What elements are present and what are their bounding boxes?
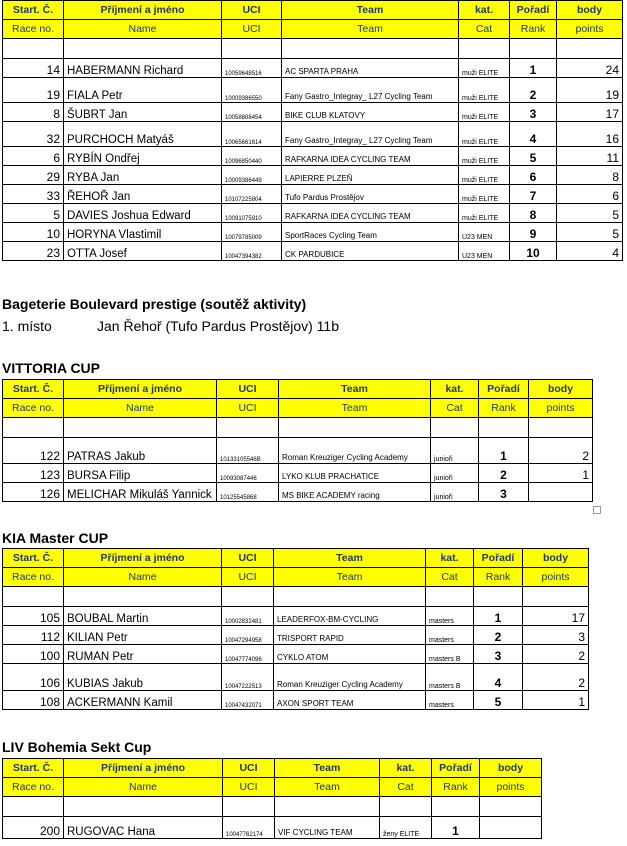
col-start-sub: Race no. [3, 568, 64, 587]
category-cell: masters B [426, 664, 474, 691]
col-points-header: body [523, 549, 589, 568]
team-name-cell: RAFKARNA IDEA CYCLING TEAM [282, 204, 459, 223]
prestige-winner: Jan Řehoř (Tufo Pardus Prostějov) 11b [97, 318, 340, 334]
table-row [3, 817, 542, 839]
uci-id-cell: 10059648516 [222, 59, 282, 78]
table-row [3, 483, 593, 502]
col-name-header: Příjmení a jméno [64, 759, 223, 778]
rank-cell: 6 [510, 166, 557, 185]
category-cell: U23 MEN [459, 242, 510, 261]
uci-id-cell: 10065661614 [222, 122, 282, 147]
rank-cell: 2 [479, 464, 529, 483]
col-rank-header: Pořadí [474, 549, 523, 568]
points-cell: 5 [557, 223, 623, 242]
col-name-sub: Name [64, 399, 217, 418]
table-row [3, 185, 623, 204]
points-cell: 2 [529, 438, 593, 464]
team-name-cell: Roman Kreuziger Cycling Academy [279, 438, 431, 464]
rider-name-cell: OTTA Josef [64, 242, 222, 261]
col-points-sub: points [557, 20, 623, 39]
start-number-cell: 122 [3, 438, 64, 464]
rider-name-cell: MELICHAR Mikuláš Yannick [64, 483, 217, 502]
team-name-cell: Tufo Pardus Prostějov [282, 185, 459, 204]
col-uci-header: UCI [222, 549, 274, 568]
col-start-sub: Race no. [3, 778, 64, 797]
team-name-cell: TRISPORT RAPID [274, 626, 426, 645]
uci-id-cell: 10002832481 [222, 607, 274, 626]
uci-id-cell: 10096850440 [222, 147, 282, 166]
points-cell: 11 [557, 147, 623, 166]
rank-cell: 5 [510, 147, 557, 166]
rank-cell: 1 [474, 607, 523, 626]
rider-name-cell: PURCHOCH Matyáš [64, 122, 222, 147]
points-cell: 6 [557, 185, 623, 204]
col-start-sub: Race no. [3, 20, 64, 39]
uci-id-cell: 10047294958 [222, 626, 274, 645]
points-cell: 5 [557, 204, 623, 223]
rider-name-cell: RYBÍN Ondřej [64, 147, 222, 166]
start-number-cell: 5 [3, 204, 64, 223]
table-row [3, 438, 593, 464]
start-number-cell: 112 [3, 626, 64, 645]
col-cat-header: kat. [459, 1, 510, 20]
table-row [3, 645, 589, 664]
table-row [3, 166, 623, 185]
col-points-header: body [529, 380, 593, 399]
header-row [3, 759, 542, 778]
points-cell: 17 [523, 607, 589, 626]
table-row [3, 122, 623, 147]
col-name-sub: Name [64, 20, 222, 39]
start-number-cell: 108 [3, 691, 64, 710]
liv-table [2, 758, 542, 839]
table-row [3, 103, 623, 122]
rider-name-cell: HABERMANN Richard [64, 59, 222, 78]
uci-id-cell: 10009386550 [222, 78, 282, 103]
rank-cell: 3 [474, 645, 523, 664]
rank-cell: 3 [479, 483, 529, 502]
rider-name-cell: ŘEHOŘ Jan [64, 185, 222, 204]
uci-id-cell: 10047762174 [223, 817, 275, 839]
team-name-cell: MS BIKE ACADEMY racing [279, 483, 431, 502]
col-name-header: Příjmení a jméno [64, 380, 217, 399]
col-team-header: Team [279, 380, 431, 399]
col-team-sub: Team [279, 399, 431, 418]
liv-title: LIV Bohemia Sekt Cup [2, 739, 152, 755]
start-number-cell: 6 [3, 147, 64, 166]
start-number-cell: 10 [3, 223, 64, 242]
col-uci-header: UCI [223, 759, 275, 778]
points-cell: 17 [557, 103, 623, 122]
col-points-sub: points [523, 568, 589, 587]
col-cat-sub: Cat [380, 778, 432, 797]
col-rank-header: Pořadí [479, 380, 529, 399]
points-cell: 1 [529, 464, 593, 483]
points-cell: 24 [557, 59, 623, 78]
kia-title: KIA Master CUP [2, 530, 109, 546]
start-number-cell: 19 [3, 78, 64, 103]
rider-name-cell: BURSA Filip [64, 464, 217, 483]
points-cell: 8 [557, 166, 623, 185]
points-cell: 4 [557, 242, 623, 261]
start-number-cell: 126 [3, 483, 64, 502]
rider-name-cell: PATRAS Jakub [64, 438, 217, 464]
uci-id-cell: 10047394382 [222, 242, 282, 261]
team-name-cell: RAFKARNA IDEA CYCLING TEAM [282, 147, 459, 166]
table-row [3, 607, 589, 626]
col-points-sub: points [480, 778, 542, 797]
subheader-row [3, 20, 623, 39]
category-cell: masters [426, 626, 474, 645]
col-start-header: Start. Č. [3, 549, 64, 568]
category-cell: muži ELITE [459, 166, 510, 185]
rank-cell: 7 [510, 185, 557, 204]
col-uci-sub: UCI [222, 568, 274, 587]
table-resize-handle[interactable] [593, 506, 601, 514]
points-cell: 1 [523, 691, 589, 710]
rider-name-cell: HORYNA Vlastimil [64, 223, 222, 242]
col-name-header: Příjmení a jméno [64, 549, 222, 568]
header-row [3, 549, 589, 568]
rider-name-cell: ŠUBRT Jan [64, 103, 222, 122]
uci-id-cell: 10009386449 [222, 166, 282, 185]
blank-row [3, 587, 589, 607]
col-rank-sub: Rank [474, 568, 523, 587]
rider-name-cell: FIALA Petr [64, 78, 222, 103]
blank-row [3, 418, 593, 438]
subheader-row [3, 778, 542, 797]
col-name-sub: Name [64, 568, 222, 587]
start-number-cell: 8 [3, 103, 64, 122]
category-cell: ženy ELITE [380, 817, 432, 839]
team-name-cell: CYKLO ATOM [274, 645, 426, 664]
rank-cell: 2 [510, 78, 557, 103]
rider-name-cell: RUMAN Petr [64, 645, 222, 664]
main-results-table [2, 0, 623, 261]
table-row [3, 147, 623, 166]
category-cell: junioři [431, 464, 479, 483]
col-points-header: body [480, 759, 542, 778]
team-name-cell: Roman Kreuziger Cycling Academy [274, 664, 426, 691]
team-name-cell: VIF CYCLING TEAM [275, 817, 380, 839]
uci-id-cell: 10125545868 [217, 483, 279, 502]
category-cell: U23 MEN [459, 223, 510, 242]
header-row [3, 380, 593, 399]
points-cell: 2 [523, 664, 589, 691]
col-start-header: Start. Č. [3, 759, 64, 778]
team-name-cell: LYKO KLUB PRACHATICE [279, 464, 431, 483]
points-cell: 16 [557, 122, 623, 147]
table-row [3, 691, 589, 710]
col-name-header: Příjmení a jméno [64, 1, 222, 20]
rider-name-cell: KUBIAS Jakub [64, 664, 222, 691]
col-cat-sub: Cat [431, 399, 479, 418]
start-number-cell: 100 [3, 645, 64, 664]
uci-id-cell: 10093087446 [217, 464, 279, 483]
blank-row [3, 797, 542, 817]
col-uci-sub: UCI [222, 20, 282, 39]
rider-name-cell: ACKERMANN Kamil [64, 691, 222, 710]
col-team-header: Team [275, 759, 380, 778]
category-cell: muži ELITE [459, 103, 510, 122]
start-number-cell: 33 [3, 185, 64, 204]
uci-id-cell: 10091075910 [222, 204, 282, 223]
prestige-place: 1. místo [2, 318, 52, 334]
team-name-cell: AC SPARTA PRAHA [282, 59, 459, 78]
rank-cell: 4 [474, 664, 523, 691]
category-cell: masters [426, 607, 474, 626]
uci-id-cell: 10133105546B [217, 438, 279, 464]
col-uci-header: UCI [217, 380, 279, 399]
category-cell: junioři [431, 483, 479, 502]
points-cell: 19 [557, 78, 623, 103]
col-rank-header: Pořadí [510, 1, 557, 20]
col-team-sub: Team [274, 568, 426, 587]
rank-cell: 4 [510, 122, 557, 147]
rank-cell: 2 [474, 626, 523, 645]
start-number-cell: 123 [3, 464, 64, 483]
col-name-sub: Name [64, 778, 223, 797]
team-name-cell: AXON SPORT TEAM [274, 691, 426, 710]
team-name-cell: CK PARDUBICE [282, 242, 459, 261]
table-row [3, 242, 623, 261]
col-uci-sub: UCI [223, 778, 275, 797]
vittoria-title: VITTORIA CUP [2, 360, 101, 376]
col-uci-header: UCI [222, 1, 282, 20]
category-cell: muži ELITE [459, 122, 510, 147]
col-cat-sub: Cat [459, 20, 510, 39]
col-team-sub: Team [282, 20, 459, 39]
table-row [3, 664, 589, 691]
col-cat-header: kat. [426, 549, 474, 568]
col-cat-header: kat. [431, 380, 479, 399]
uci-id-cell: 10047774096 [222, 645, 274, 664]
uci-id-cell: 10058808454 [222, 103, 282, 122]
category-cell: muži ELITE [459, 78, 510, 103]
uci-id-cell: 10047222513 [222, 664, 274, 691]
subheader-row [3, 568, 589, 587]
col-team-sub: Team [275, 778, 380, 797]
rank-cell: 1 [432, 817, 480, 839]
rider-name-cell: RYBA Jan [64, 166, 222, 185]
start-number-cell: 14 [3, 59, 64, 78]
prestige-title: Bageterie Boulevard prestige (soutěž aktivity) [2, 296, 307, 312]
team-name-cell: Fany Gastro_Integray_ L27 Cycling Team [282, 122, 459, 147]
rider-name-cell: RUGOVAC Hana [64, 817, 223, 839]
rank-cell: 9 [510, 223, 557, 242]
start-number-cell: 200 [3, 817, 64, 839]
team-name-cell: Fany Gastro_Integray_ L27 Cycling Team [282, 78, 459, 103]
uci-id-cell: 10079785009 [222, 223, 282, 242]
category-cell: masters [426, 691, 474, 710]
vittoria-table [2, 379, 593, 502]
rank-cell: 1 [510, 59, 557, 78]
col-team-header: Team [282, 1, 459, 20]
start-number-cell: 23 [3, 242, 64, 261]
category-cell: junioři [431, 438, 479, 464]
table-row [3, 204, 623, 223]
rank-cell: 8 [510, 204, 557, 223]
category-cell: muži ELITE [459, 59, 510, 78]
rank-cell: 5 [474, 691, 523, 710]
rank-cell: 10 [510, 242, 557, 261]
team-name-cell: LEADERFOX-BM-CYCLING [274, 607, 426, 626]
points-cell [529, 483, 593, 502]
rank-cell: 3 [510, 103, 557, 122]
rider-name-cell: DAVIES Joshua Edward [64, 204, 222, 223]
start-number-cell: 29 [3, 166, 64, 185]
category-cell: muži ELITE [459, 185, 510, 204]
table-row [3, 464, 593, 483]
col-rank-sub: Rank [479, 399, 529, 418]
col-rank-header: Pořadí [432, 759, 480, 778]
team-name-cell: LAPIERRE PLZEŇ [282, 166, 459, 185]
rider-name-cell: BOUBAL Martin [64, 607, 222, 626]
table-row [3, 78, 623, 103]
kia-table [2, 548, 589, 710]
col-uci-sub: UCI [217, 399, 279, 418]
rider-name-cell: KILIAN Petr [64, 626, 222, 645]
points-cell [480, 817, 542, 839]
table-row [3, 223, 623, 242]
header-row [3, 1, 623, 20]
table-row [3, 626, 589, 645]
col-start-header: Start. Č. [3, 380, 64, 399]
col-points-header: body [557, 1, 623, 20]
team-name-cell: BIKE CLUB KLATOVY [282, 103, 459, 122]
col-team-header: Team [274, 549, 426, 568]
category-cell: masters B [426, 645, 474, 664]
uci-id-cell: 10047432071 [222, 691, 274, 710]
col-start-header: Start. Č. [3, 1, 64, 20]
table-row [3, 59, 623, 78]
start-number-cell: 105 [3, 607, 64, 626]
points-cell: 2 [523, 645, 589, 664]
blank-row [3, 39, 623, 59]
points-cell: 3 [523, 626, 589, 645]
uci-id-cell: 10107225804 [222, 185, 282, 204]
subheader-row [3, 399, 593, 418]
col-cat-header: kat. [380, 759, 432, 778]
team-name-cell: SportRaces Cycling Team [282, 223, 459, 242]
category-cell: muži ELITE [459, 147, 510, 166]
col-rank-sub: Rank [432, 778, 480, 797]
start-number-cell: 32 [3, 122, 64, 147]
col-cat-sub: Cat [426, 568, 474, 587]
rank-cell: 1 [479, 438, 529, 464]
col-start-sub: Race no. [3, 399, 64, 418]
col-points-sub: points [529, 399, 593, 418]
category-cell: muži ELITE [459, 204, 510, 223]
start-number-cell: 106 [3, 664, 64, 691]
col-rank-sub: Rank [510, 20, 557, 39]
